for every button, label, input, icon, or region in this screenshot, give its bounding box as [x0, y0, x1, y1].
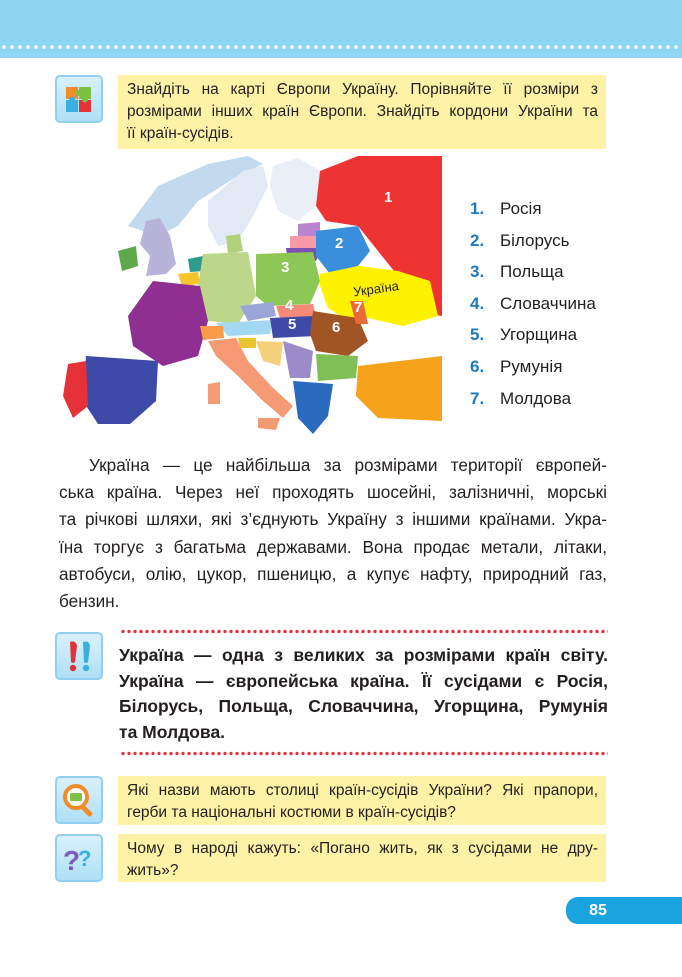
legend-country: Словаччина [500, 293, 596, 313]
question-line: герби та національні костюми в країн-сусідів? [127, 804, 456, 821]
legend-item [470, 196, 596, 228]
task-box [118, 75, 606, 149]
paragraph-line: їна торгує з багатьма державами. Вона продає метали, літаки, [59, 536, 607, 557]
map-number-1: 1 [384, 189, 393, 206]
question-line: Чому в народі кажуть: «Погано жить, як з сусідами не дру- [127, 840, 598, 857]
paragraph-line: Україна — це найбільша за розмірами території європей- [89, 455, 607, 475]
legend-number: 1. [470, 199, 485, 218]
page-number-tab [566, 897, 682, 924]
legend-item [470, 386, 596, 418]
question-line: Які назви мають столиці країн-сусідів України? Які прапори, [127, 782, 598, 799]
legend-item [470, 322, 596, 354]
remember-top-dots [120, 629, 608, 634]
question-marks-icon [55, 834, 103, 882]
map-belgium [178, 272, 200, 286]
remember-line: Україна — європейська країна. Її сусідами є Росія, [119, 670, 608, 691]
map-number-7: 7 [354, 299, 363, 316]
main-paragraph [59, 452, 607, 615]
task-line: розмірами інших країн Європи. Знайдіть кордони України та [127, 103, 598, 120]
map-number-5: 5 [288, 316, 297, 333]
legend-country: Угорщина [500, 325, 578, 345]
remember-block [119, 643, 608, 745]
map-finland [270, 158, 320, 221]
legend-item [470, 259, 596, 291]
map-ireland [118, 246, 138, 271]
map-switzerland [200, 326, 224, 340]
map-sicily [258, 418, 280, 430]
question-search-box [118, 776, 606, 825]
remember-line: Україна — одна з великих за розмірами країн світу. [119, 645, 608, 665]
legend-number: 7. [470, 388, 485, 408]
map-serbia [283, 341, 313, 378]
legend-item [470, 228, 596, 260]
legend-country: Румунія [500, 356, 563, 376]
legend-country: Росія [500, 199, 542, 218]
paragraph-line: ська країна. Через неї проходять шосейні, залізничні, морські [59, 482, 607, 503]
map-greece [293, 381, 333, 434]
legend-country: Білорусь [500, 230, 570, 250]
remember-line: та Молдова. [119, 721, 226, 742]
map-number-6: 6 [332, 319, 341, 336]
paragraph-line: та річкові шляхи, які з’єднують Україну з іншими країнами. Укра- [59, 509, 607, 530]
map-croatia [256, 341, 283, 366]
map-denmark [226, 234, 243, 254]
legend-item [470, 354, 596, 386]
europe-map [58, 156, 442, 440]
task-line: її країн-сусідів. [127, 125, 234, 142]
remember-line: Білорусь, Польща, Словаччина, Угорщина, Румунія [119, 696, 608, 717]
question-line: жить»? [127, 862, 179, 879]
svg-text:?: ? [63, 845, 81, 876]
exclamation-icon [55, 632, 103, 680]
map-slovenia [238, 338, 256, 348]
map-legend [470, 196, 596, 417]
legend-number: 5. [470, 325, 485, 345]
legend-item [470, 291, 596, 323]
puzzle-icon [55, 75, 103, 123]
map-spain [83, 356, 158, 424]
map-sardinia [208, 382, 220, 404]
map-portugal [63, 361, 88, 418]
task-line: Знайдіть на карті Європи Україну. Порівняйте її розміри з [127, 81, 598, 98]
header-dotted-line [0, 44, 682, 50]
legend-number: 4. [470, 293, 485, 313]
page-number: 85 [589, 902, 607, 919]
map-turkey [356, 356, 442, 421]
remember-bottom-dots [120, 751, 608, 756]
legend-number: 3. [470, 262, 485, 282]
map-france [128, 281, 208, 366]
paragraph-line: бензин. [59, 591, 120, 612]
map-number-3: 3 [281, 259, 290, 276]
legend-number: 6. [470, 356, 485, 376]
map-ukraine-label: Україна [352, 278, 400, 300]
magnifier-icon [55, 776, 103, 824]
svg-text:?: ? [78, 846, 92, 871]
map-bulgaria [316, 354, 358, 381]
map-number-2: 2 [335, 235, 344, 252]
paragraph-line: автобуси, олію, цукор, пшеницю, а купує нафту, природний газ, [59, 563, 607, 584]
question-think-box [118, 834, 606, 882]
legend-country: Молдова [500, 388, 572, 408]
legend-number: 2. [470, 230, 485, 250]
legend-country: Польща [500, 262, 564, 282]
map-number-4: 4 [285, 297, 294, 314]
